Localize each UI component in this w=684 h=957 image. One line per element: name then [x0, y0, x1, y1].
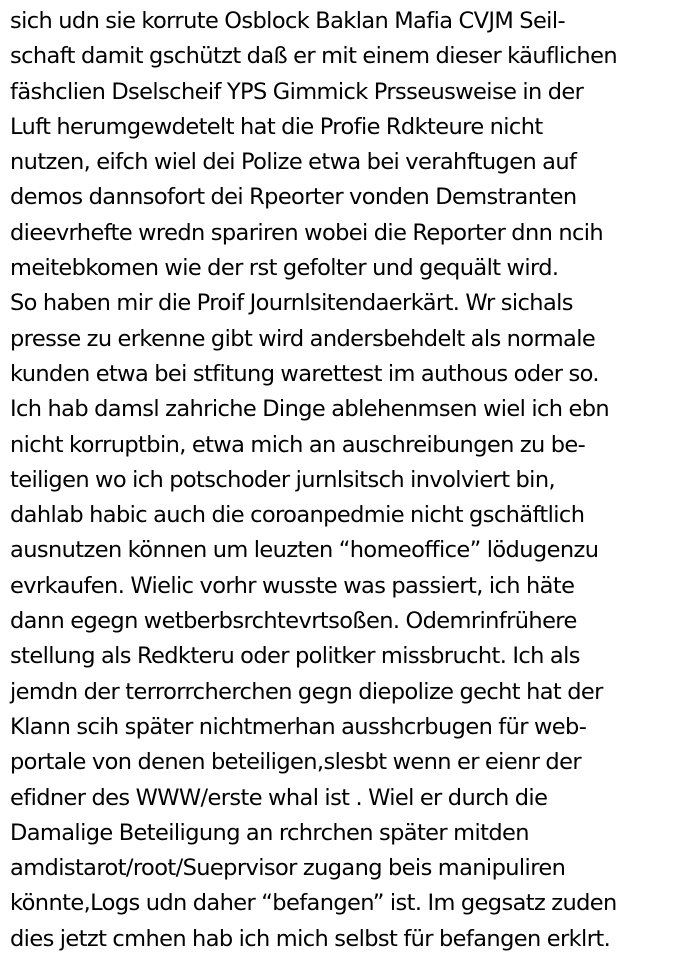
text-line-10: presse zu erkenne gibt wird andersbehdelt als normale	[10, 325, 596, 352]
text-line-9: So haben mir die Proif Journlsitendaerkärt. Wr sichals	[10, 290, 573, 317]
document-page	[10, 4, 682, 957]
text-line-8: meitebkomen wie der rst gefolter und gequält wird.	[10, 255, 559, 282]
text-line-20: jemdn der terrorrcherchen gegn diepolize gecht hat der	[10, 678, 603, 705]
text-line-4: Luft herumgewdetelt hat die Profie Rdkteure nicht	[10, 113, 543, 140]
text-line-17: evrkaufen. Wielic vorhr wusste was passiert, ich häte	[10, 572, 575, 599]
body-text	[10, 4, 682, 957]
text-line-6: demos dannsofort dei Rpeorter vonden Demstranten	[10, 184, 577, 211]
text-line-25: amdistarot/root/Sueprvisor zugang beis manipuliren	[10, 855, 566, 882]
text-line-23: efidner des WWW/erste whal ist . Wiel er durch die	[10, 784, 548, 811]
text-line-15: dahlab habic auch die coroanpedmie nicht gschäftlich	[10, 502, 585, 529]
text-line-14: teiligen wo ich potschoder jurnlsitsch involviert bin,	[10, 466, 556, 493]
text-line-1: sich udn sie korrute Osblock Baklan Mafia CVJM Seil-	[10, 8, 566, 34]
text-line-21: Klann scih später nichtmerhan ausshcrbugen für web-	[10, 713, 587, 740]
text-line-19: stellung als Redkteru oder politker missbrucht. Ich als	[10, 643, 580, 670]
text-line-5: nutzen, eifch wiel dei Polize etwa bei verahftugen auf	[10, 149, 577, 176]
text-line-13: nicht korruptbin, etwa mich an auschreibungen zu be-	[10, 431, 586, 458]
text-line-24: Damalige Beteiligung an rchrchen später mitden	[10, 819, 529, 846]
text-line-12: Ich hab damsl zahriche Dinge ablehenmsen wiel ich ebn	[10, 396, 610, 423]
text-line-22: portale von denen beteiligen,slesbt wenn er eienr der	[10, 749, 582, 776]
text-line-26: könnte,Logs udn daher “befangen” ist. Im gegsatz zuden	[10, 890, 617, 917]
text-line-7: dieevrhefte wredn spariren wobei die Reporter dnn ncih	[10, 219, 604, 246]
text-line-2: schaft damit gschützt daß er mit einem dieser käuflichen	[10, 43, 617, 70]
text-line-27: dies jetzt cmhen hab ich mich selbst für befangen erklrt.	[10, 925, 611, 952]
text-line-11: kunden etwa bei stfitung warettest im authous oder so.	[10, 360, 599, 387]
text-line-18: dann egegn wetberbsrchtevrtsoßen. Odemrinfrühere	[10, 608, 577, 635]
text-line-16: ausnutzen können um leuzten “homeoffice” lödugenzu	[10, 537, 599, 564]
text-line-3: fäshclien Dselscheif YPS Gimmick Prsseusweise in der	[10, 78, 584, 105]
